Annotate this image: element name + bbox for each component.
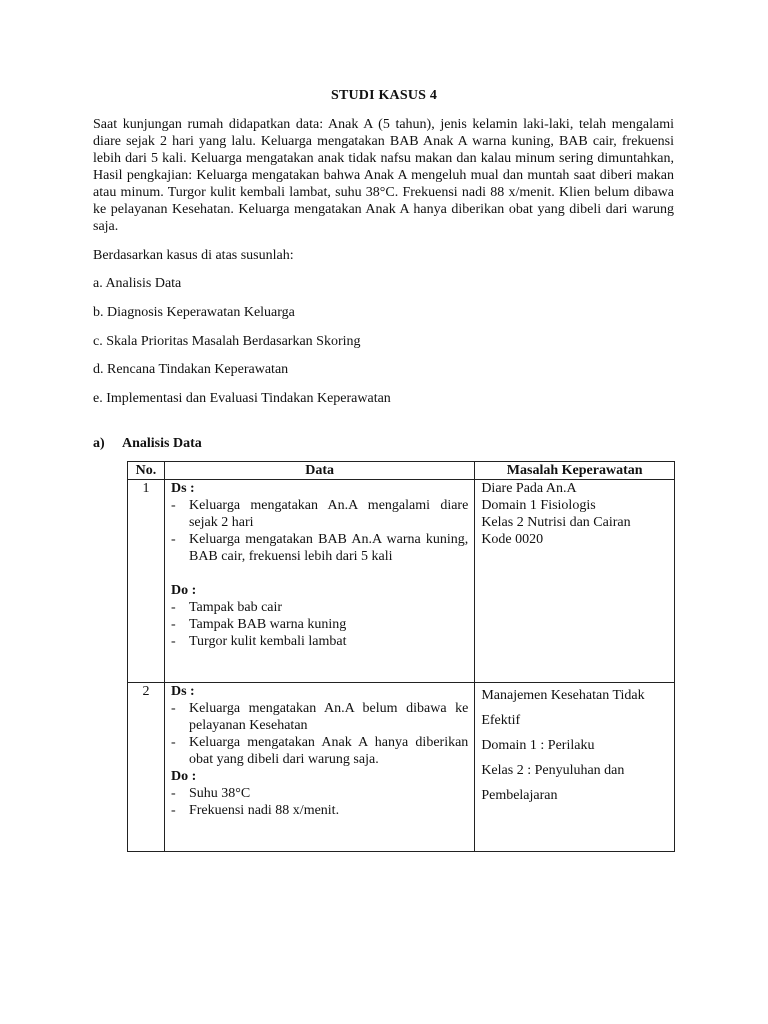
masalah-line: Domain 1 : Perilaku <box>481 738 595 753</box>
case-paragraph: Saat kunjungan rumah didapatkan data: Anak A (5 tahun), jenis kelamin laki-laki, telah mengalami diare sejak 2 hari yang lalu. Keluarga mengatakan BAB Anak A warna kuning, BAB cair, frekuensi lebih dari 5 kali. Keluarga mengatakan anak tidak nafsu makan dan kalau minum sering dimuntahkan, Hasil pengkajian: Keluarga mengatakan bahwa Anak A mengeluh mual dan muntah saat diberi makan atau minum. Turgor kulit kembali lambat, suhu 38°C. Frekuensi nadi 88 x/menit. Klien belum dibawa ke pelayanan Kesehatan. Keluarga mengatakan Anak A hanya diberikan obat yang dibeli dari warung saja. <box>93 117 674 234</box>
header-no: No. <box>128 462 165 480</box>
row-data-cell <box>164 480 474 683</box>
task-item-b: b. Diagnosis Keperawatan Keluarga <box>93 305 295 320</box>
do-list <box>171 599 468 650</box>
list-item: - Frekuensi nadi 88 x/menit. <box>171 802 468 819</box>
row-data-cell <box>164 683 474 852</box>
ds-label: Ds : <box>170 481 195 496</box>
section-label: a) <box>93 436 105 451</box>
list-item: - Keluarga mengatakan An.A belum dibawa ke pelayanan Kesehatan <box>171 700 468 734</box>
analysis-table <box>127 461 675 852</box>
list-item: - Keluarga mengatakan Anak A hanya diberikan obat yang dibeli dari warung saja. <box>171 734 468 768</box>
task-item-e: e. Implementasi dan Evaluasi Tindakan Keperawatan <box>93 391 391 406</box>
list-item: - Turgor kulit kembali lambat <box>171 633 468 650</box>
row-masalah-cell <box>475 683 675 852</box>
table-row <box>128 683 675 852</box>
table-header-row <box>128 462 675 480</box>
do-label: Do : <box>170 583 197 598</box>
masalah-line: Efektif <box>481 713 521 728</box>
task-item-a: a. Analisis Data <box>93 276 182 291</box>
section-heading-analisis <box>93 436 202 452</box>
header-data: Data <box>164 462 474 480</box>
header-masalah: Masalah Keperawatan <box>475 462 675 480</box>
list-item: - Suhu 38°C <box>171 785 468 802</box>
masalah-line: Pembelajaran <box>481 788 558 803</box>
row-number: 1 <box>128 480 165 683</box>
do-list <box>171 785 468 819</box>
task-item-d: d. Rencana Tindakan Keperawatan <box>93 362 289 377</box>
do-label: Do : <box>170 769 197 784</box>
table-row <box>128 480 675 683</box>
list-item: - Keluarga mengatakan An.A mengalami diare sejak 2 hari <box>171 497 468 531</box>
masalah-line: Kode 0020 <box>481 532 544 547</box>
task-item-c: c. Skala Prioritas Masalah Berdasarkan Skoring <box>93 334 361 349</box>
list-item: - Keluarga mengatakan BAB An.A warna kuning, BAB cair, frekuensi lebih dari 5 kali <box>171 531 468 565</box>
masalah-line: Kelas 2 Nutrisi dan Cairan <box>481 515 631 530</box>
masalah-line: Diare Pada An.A <box>481 481 577 496</box>
instruction-text: Berdasarkan kasus di atas susunlah: <box>93 248 294 263</box>
ds-list <box>171 497 468 565</box>
ds-list <box>171 700 468 768</box>
document-title: STUDI KASUS 4 <box>330 88 438 103</box>
masalah-line: Kelas 2 : Penyuluhan dan <box>481 763 625 778</box>
section-title: Analisis Data <box>122 436 202 451</box>
list-item: - Tampak BAB warna kuning <box>171 616 468 633</box>
ds-label: Ds : <box>170 684 195 699</box>
masalah-line: Manajemen Kesehatan Tidak <box>481 688 645 703</box>
row-masalah-cell <box>475 480 675 683</box>
row-number: 2 <box>128 683 165 852</box>
list-item: - Tampak bab cair <box>171 599 468 616</box>
masalah-line: Domain 1 Fisiologis <box>481 498 596 513</box>
